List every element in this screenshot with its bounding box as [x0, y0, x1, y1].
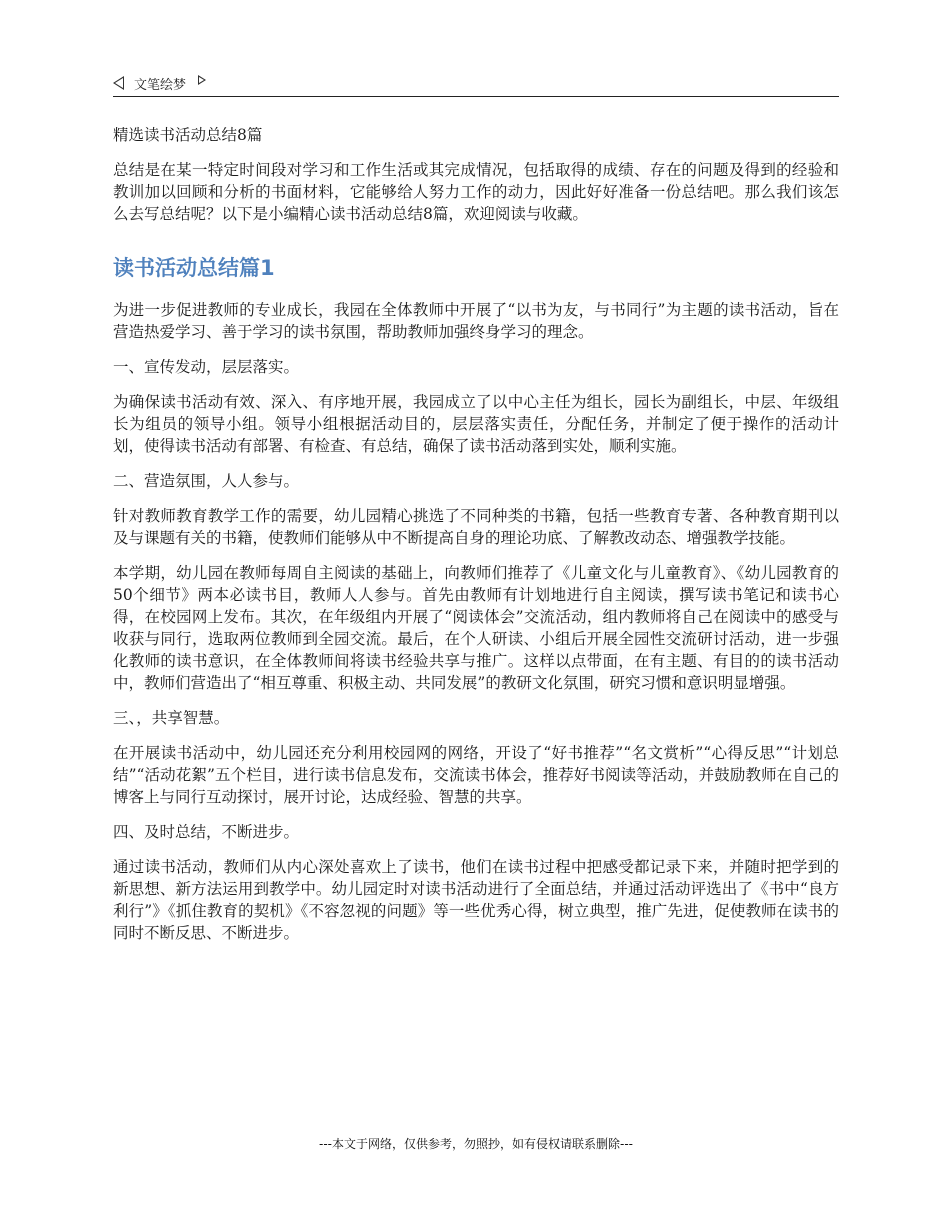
page-footer: ---本文于网络，仅供参考，勿照抄，如有侵权请联系删除--- — [319, 1137, 633, 1151]
intro-paragraph: 总结是在某一特定时间段对学习和工作生活或其完成情况，包括取得的成绩、存在的问题及得到的经验和教训加以回顾和分析的书面材料，它能够给人努力工作的动力，因此好好准备一份总结吧。那么我们该怎么去写总结呢？以下是小编精心读书活动总结8篇，欢迎阅读与收藏。 — [113, 161, 839, 223]
subheading-paragraph: 一、宣传发动，层层落实。 — [113, 358, 300, 376]
triangle-left-icon — [113, 76, 124, 90]
body-paragraph: 为确保读书活动有效、深入、有序地开展，我园成立了以中心主任为组长，园长为副组长，中层、年级组长为组员的领导小组。领导小组根据活动目的，层层落实责任，分配任务，并制定了便于操作的活动计划，使得读书活动有部署、有检查、有总结，确保了读书活动落到实处，顺利实施。 — [113, 393, 839, 455]
body-paragraph: 针对教师教育教学工作的需要，幼儿园精心挑选了不同种类的书籍，包括一些教育专著、各种教育期刊以及与课题有关的书籍，使教师们能够从中不断提高自身的理论功底、了解教改动态、增强教学技能。 — [113, 507, 839, 547]
section-heading: 读书活动总结篇1 — [113, 256, 275, 280]
subheading-paragraph: 三、，共享智慧。 — [113, 709, 230, 727]
document-content — [113, 124, 839, 957]
document-title: 精选读书活动总结8篇 — [113, 126, 263, 144]
body-paragraph: 通过读书活动，教师们从内心深处喜欢上了读书，他们在读书过程中把感受都记录下来，并随时把学到的新思想、新方法运用到教学中。幼儿园定时对读书活动进行了全面总结，并通过活动评选出了《书中“良方利行”》《抓住教育的契机》《不容忽视的问题》等一些优秀心得，树立典型，推广先进，促使教师在读书的同时不断反思、不断进步。 — [113, 858, 839, 942]
document-page — [113, 0, 839, 1230]
subheading-paragraph: 四、及时总结，不断进步。 — [113, 823, 300, 841]
body-paragraph: 本学期，幼儿园在教师每周自主阅读的基础上，向教师们推荐了《儿童文化与儿童教育》、《幼儿园教育的50个细节》两本必读书目，教师人人参与。首先由教师有计划地进行自主阅读，撰写读书笔记和读书心得，在校园网上发布。其次，在年级组内开展了“阅读体会”交流活动，组内教师将自己在阅读中的感受与收获与同行，选取两位教师到全园交流。最后，在个人研读、小组后开展全园性交流研讨活动，进一步强化教师的读书意识，在全体教师间将读书经验共享与推广。这样以点带面，在有主题、有目的的读书活动中，教师们营造出了“相互尊重、积极主动、共同发展”的教研文化氛围，研究习惯和意识明显增强。 — [113, 564, 839, 692]
body-paragraph: 在开展读书活动中，幼儿园还充分利用校园网的网络，开设了“好书推荐”“名文赏析”“心得反思”“计划总结”“活动花絮”五个栏目，进行读书信息发布，交流读书体会，推荐好书阅读等活动，并鼓励教师在自己的博客上与同行互动探讨，展开讨论，达成经验、智慧的共享。 — [113, 744, 839, 806]
triangle-right-icon — [198, 75, 206, 85]
subheading-paragraph: 二、营造氛围，人人参与。 — [113, 472, 300, 490]
header-title: 文笔绘梦 — [134, 77, 187, 93]
body-paragraph: 为进一步促进教师的专业成长，我园在全体教师中开展了“以书为友，与书同行”为主题的读书活动，旨在营造热爱学习、善于学习的读书氛围，帮助教师加强终身学习的理念。 — [113, 301, 839, 341]
page-header — [113, 72, 839, 97]
